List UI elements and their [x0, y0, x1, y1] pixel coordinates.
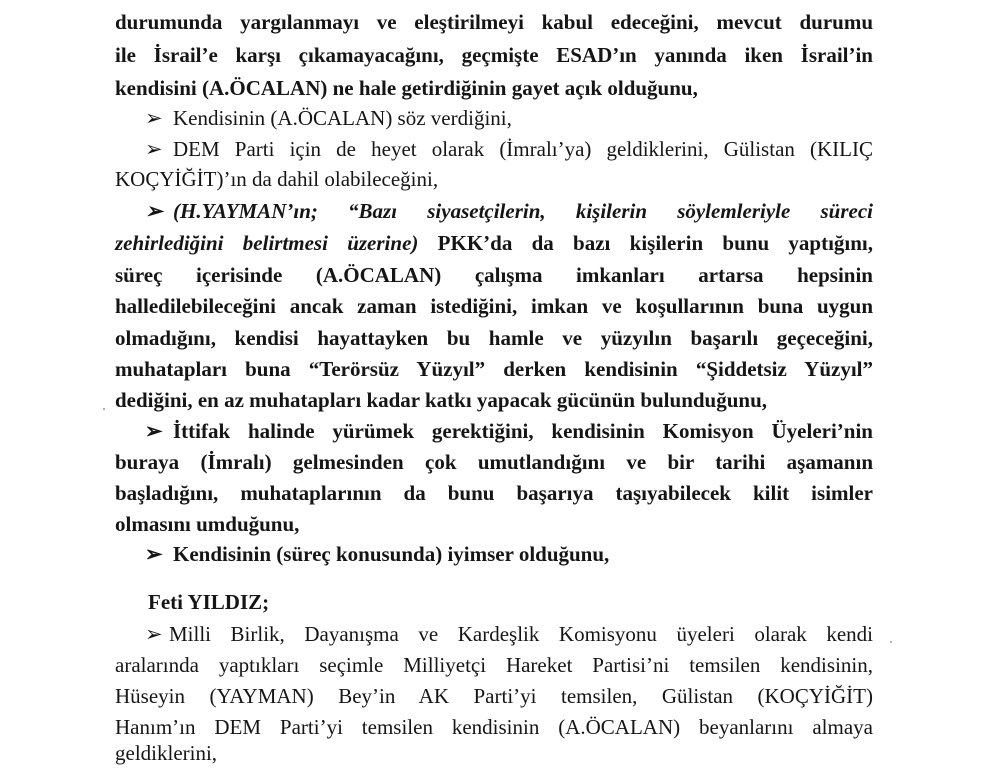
speaker-heading: Feti YILDIZ; [148, 590, 270, 614]
text-line: halledilebileceğini ancak zaman istediğini, imkan ve koşullarının buna uygun [115, 294, 873, 318]
scan-speck [103, 408, 105, 410]
scan-speck [890, 641, 892, 643]
text-line: ile İsrail’e karşı çıkamayacağını, geçmişte ESAD’ın yanında iken İsrail’in [115, 43, 873, 67]
bullet-item [145, 619, 873, 649]
text-line: durumunda yargılanmayı ve eleştirilmeyi kabul edeceğini, mevcut durumu [115, 10, 873, 34]
arrow-bullet-icon: ➢ [145, 199, 163, 223]
arrow-bullet-icon: ➢ [145, 137, 163, 161]
text-line: geldiklerini, [115, 741, 218, 765]
text-line [115, 228, 873, 258]
arrow-bullet-icon: ➢ [145, 622, 163, 646]
text-line: KOÇYİĞİT)’ın da dahil olabileceğini, [115, 167, 439, 191]
text-line: aralarında yaptıkları seçimle Milliyetçi Hareket Partisi’ni temsilen kendisinin, [115, 653, 873, 677]
text-line: buraya (İmralı) gelmesinden çok umutlandığını ve bir tarihi aşamanın [115, 450, 873, 474]
bullet-text: (H.YAYMAN’ın; “Bazı siyasetçilerin, kişilerin söylemleriyle süreci [173, 199, 873, 223]
italic-text: zehirlediğini belirtmesi üzerine) [115, 231, 419, 255]
text-line: dediğini, en az muhatapları kadar katkı yapacak gücünün bulunduğunu, [115, 388, 768, 412]
arrow-bullet-icon: ➢ [145, 419, 163, 443]
text-line: süreç içerisinde (A.ÖCALAN) çalışma imkanları artarsa hepsinin [115, 263, 873, 287]
bullet-text: Milli Birlik, Dayanışma ve Kardeşlik Komisyonu üyeleri olarak kendi [169, 622, 873, 646]
bullet-text: İttifak halinde yürümek gerektiğini, kendisinin Komisyon Üyeleri’nin [173, 419, 873, 443]
bullet-item [145, 416, 873, 446]
arrow-bullet-icon: ➢ [145, 542, 163, 566]
arrow-bullet-icon: ➢ [145, 106, 163, 130]
bold-text: PKK’da da bazı kişilerin bunu yaptığını, [437, 231, 873, 255]
bullet-text: Kendisinin (süreç konusunda) iyimser olduğunu, [173, 542, 610, 566]
text-line: kendisini (A.ÖCALAN) ne hale getirdiğinin gayet açık olduğunu, [115, 76, 698, 100]
bullet-text: DEM Parti için de heyet olarak (İmralı’ya) geldiklerini, Gülistan (KILIÇ [173, 137, 873, 161]
text-line: olmadığını, kendisi hayattayken bu hamle ve yüzyılın başarılı geçeceğini, [115, 326, 873, 350]
text-line: Hanım’ın DEM Parti’yi temsilen kendisinin (A.ÖCALAN) beyanlarını almaya [115, 715, 873, 739]
text-line: olmasını umduğunu, [115, 512, 300, 536]
bullet-item [145, 103, 873, 133]
bullet-text: Kendisinin (A.ÖCALAN) söz verdiğini, [173, 106, 512, 130]
text-line: Hüseyin (YAYMAN) Bey’in AK Parti’yi temsilen, Gülistan (KOÇYİĞİT) [115, 684, 873, 708]
bullet-item [145, 134, 873, 164]
bullet-item [145, 196, 873, 226]
text-line: başladığını, muhataplarının da bunu başarıya taşıyabilecek kilit isimler [115, 481, 873, 505]
text-line: muhatapları buna “Terörsüz Yüzyıl” derken kendisinin “Şiddetsiz Yüzyıl” [115, 357, 873, 381]
bullet-item [145, 539, 873, 569]
